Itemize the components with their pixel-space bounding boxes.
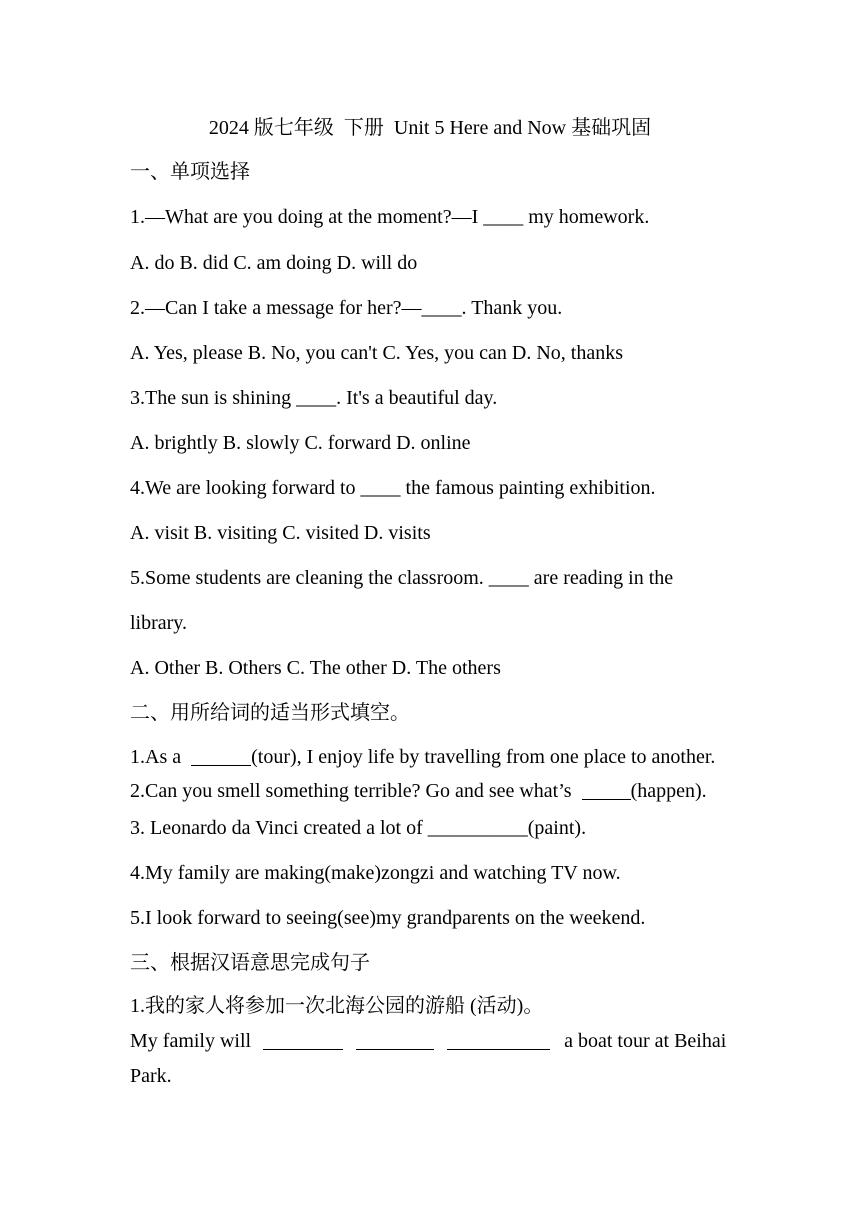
fill-item-1-blank — [191, 765, 251, 766]
fill-item-3: 3. Leonardo da Vinci created a lot of __________(paint). — [130, 817, 587, 839]
translate-item-1-blank-1 — [263, 1049, 343, 1050]
translate-item-1-english — [130, 1028, 726, 1054]
fill-item-5: 5.I look forward to seeing(see)my grandparents on the weekend. — [130, 907, 646, 929]
translate-item-1-before: My family will — [130, 1030, 252, 1052]
translate-item-1-blank-2 — [356, 1049, 434, 1050]
section1-heading: 一、单项选择 — [130, 161, 250, 183]
fill-item-4: 4.My family are making(make)zongzi and watching TV now. — [130, 862, 621, 884]
question-5-stem-continued: library. — [130, 612, 188, 634]
fill-item-2-before: 2.Can you smell something terrible? Go and see what’s — [130, 780, 577, 802]
question-4-options: A. visit B. visiting C. visited D. visits — [130, 522, 431, 544]
question-3-stem: 3.The sun is shining ____. It's a beautiful day. — [130, 387, 498, 409]
translate-item-1-after: a boat tour at Beihai — [564, 1030, 727, 1052]
question-3-options: A. brightly B. slowly C. forward D. online — [130, 432, 471, 454]
translate-item-1-blank-3 — [447, 1049, 550, 1050]
fill-item-1-before: 1.As a — [130, 746, 187, 768]
question-2-stem: 2.—Can I take a message for her?—____. Thank you. — [130, 297, 563, 319]
translate-item-1-english-continued: Park. — [130, 1065, 172, 1087]
question-5-stem: 5.Some students are cleaning the classroom. ____ are reading in the — [130, 567, 674, 589]
fill-item-2-after: (happen). — [630, 780, 707, 802]
translate-item-1-chinese: 1.我的家人将参加一次北海公园的游船 (活动)。 — [130, 995, 544, 1017]
section2-heading: 二、用所给词的适当形式填空。 — [130, 702, 410, 724]
section3-heading: 三、根据汉语意思完成句子 — [130, 952, 370, 974]
fill-item-2-blank — [582, 799, 631, 800]
question-4-stem: 4.We are looking forward to ____ the famous painting exhibition. — [130, 477, 656, 499]
fill-item-2 — [130, 778, 707, 804]
question-2-options: A. Yes, please B. No, you can't C. Yes, you can D. No, thanks — [130, 342, 624, 364]
question-1-options: A. do B. did C. am doing D. will do — [130, 252, 418, 274]
question-1-stem: 1.—What are you doing at the moment?—I ____ my homework. — [130, 206, 650, 228]
fill-item-1-after: (tour), I enjoy life by travelling from one place to another. — [251, 746, 716, 768]
fill-item-1 — [130, 744, 715, 770]
page-title: 2024 版七年级 下册 Unit 5 Here and Now 基础巩固 — [208, 117, 652, 139]
question-5-options: A. Other B. Others C. The other D. The others — [130, 657, 501, 679]
